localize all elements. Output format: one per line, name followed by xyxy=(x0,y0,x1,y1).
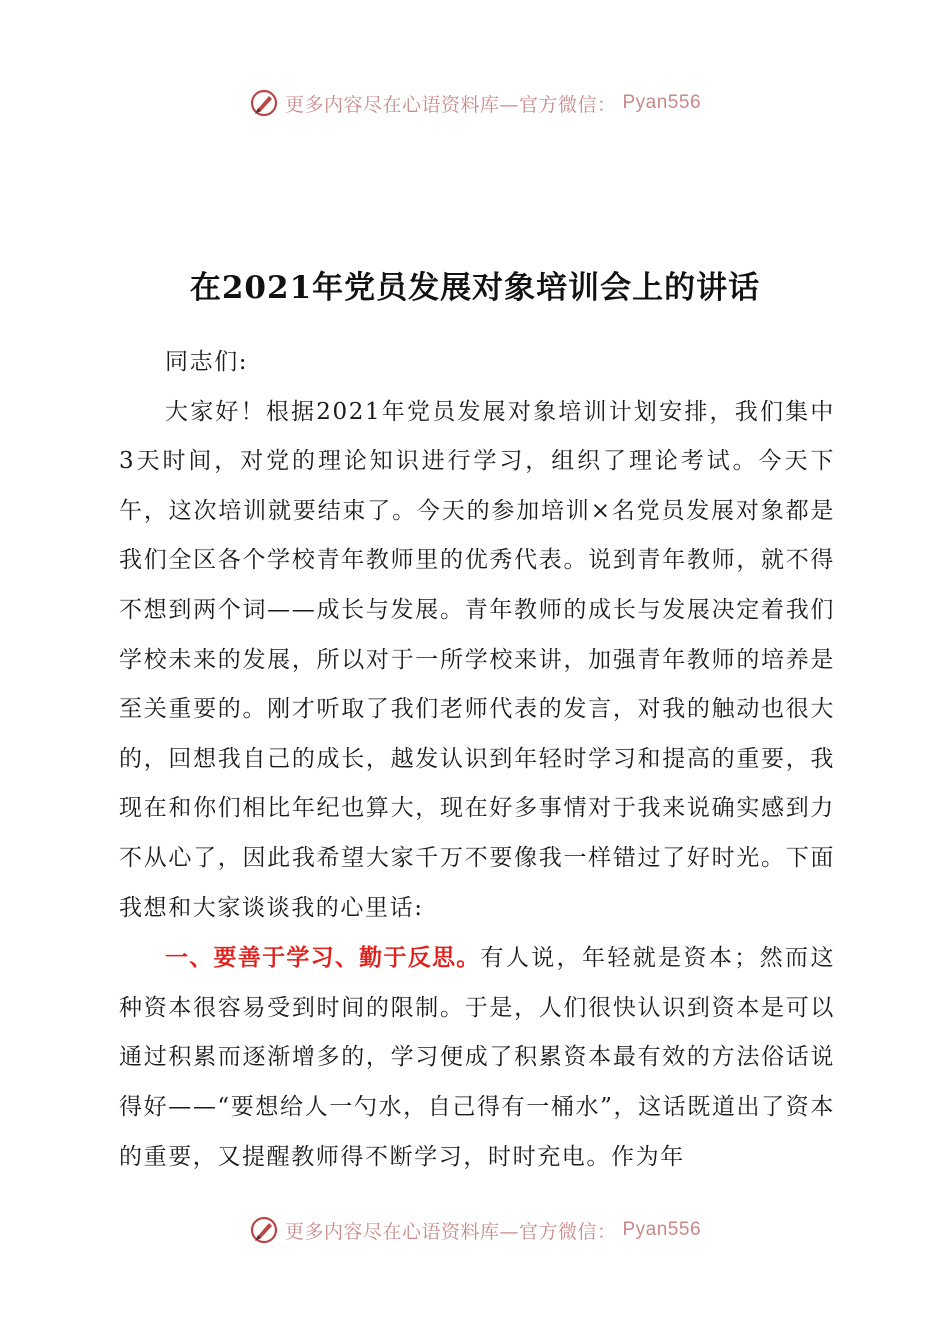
banner-wechat-id: Pyan556 xyxy=(622,92,702,113)
banner-text: 更多内容尽在心语资料库—官方微信： xyxy=(284,1220,617,1243)
pen-logo-icon xyxy=(249,1215,279,1245)
document-title: 在2021年党员发展对象培训会上的讲话 xyxy=(189,270,761,306)
banner-wechat-id: Pyan556 xyxy=(622,1219,702,1240)
document-body xyxy=(119,338,835,1182)
pen-logo-icon xyxy=(249,88,279,118)
salutation: 同志们: xyxy=(165,349,249,375)
paragraph-section-1 xyxy=(119,933,835,1182)
banner-text: 更多内容尽在心语资料库—官方微信： xyxy=(284,93,617,116)
paragraph-intro: 大家好！根据2021年党员发展对象培训计划安排，我们集中3天时间，对党的理论知识进行学习，组织了理论考试。今天下午，这次培训就要结束了。今天的参加培训×名党员发展对象都是我们全区各个学校青年教师里的优秀代表。说到青年教师，就不得不想到两个词——成长与发展。青年教师的成长与发展决定着我们学校未来的发展，所以对于一所学校来讲，加强青年教师的培养是至关重要的。刚才听取了我们老师代表的发言，对我的触动也很大的，回想我自己的成长，越发认识到年轻时学习和提高的重要，我现在和你们相比年纪也算大，现在好多事情对于我来说确实感到力不从心了，因此我希望大家千万不要像我一样错过了好时光。下面我想和大家谈谈我的心里话: xyxy=(119,398,835,921)
footer-watermark-banner xyxy=(0,1210,950,1250)
section-body: 有人说，年轻就是资本；然而这种资本很容易受到时间的限制。于是，人们很快认识到资本是可以通过积累而逐渐增多的，学习便成了积累资本最有效的方法俗话说得好——“要想给人一勺水，自己得有一桶水”，这话既道出了资本的重要，又提醒教师得不断学习，时时充电。作为年 xyxy=(119,945,835,1170)
section-heading: 一、要善于学习、勤于反思。 xyxy=(165,944,481,971)
header-watermark-banner xyxy=(0,83,950,123)
